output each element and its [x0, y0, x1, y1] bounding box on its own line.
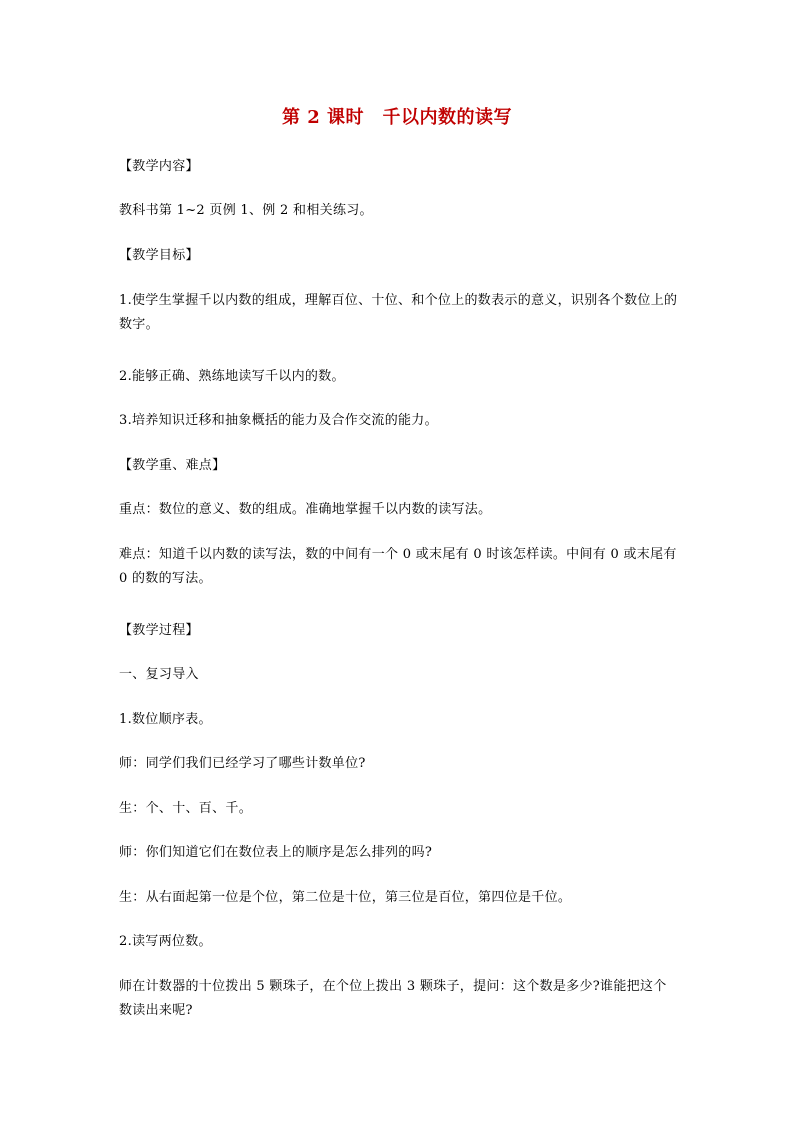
goal-item-2: 2.能够正确、熟练地读写千以内的数。 — [119, 369, 345, 384]
difficult-point-text: 难点：知道千以内数的读写法，数的中间有一个 0 或末尾有 0 时该怎样读。中间有 0 或末尾有 0 的数的写法。 — [119, 547, 677, 586]
step-place-value-table: 1.数位顺序表。 — [119, 712, 212, 727]
step-review-intro: 一、复习导入 — [119, 667, 199, 682]
teaching-process-heading: 【教学过程】 — [119, 623, 199, 638]
dialog-student-1: 生：个、十、百、千。 — [119, 801, 253, 816]
dialog-teacher-2: 师：你们知道它们在数位表上的顺序是怎么排列的吗? — [119, 845, 433, 860]
dialog-teacher-1: 师：同学们我们已经学习了哪些计数单位? — [119, 756, 366, 771]
key-points-heading: 【教学重、难点】 — [119, 458, 226, 473]
teaching-content-text: 教科书第 1~2 页例 1、例 2 和相关练习。 — [119, 203, 373, 218]
step-two-digit-numbers: 2.读写两位数。 — [119, 934, 212, 949]
lesson-title: 第 2 课时 千以内数的读写 — [281, 107, 513, 128]
key-point-text: 重点：数位的意义、数的组成。准确地掌握千以内数的读写法。 — [119, 502, 492, 517]
teaching-content-heading: 【教学内容】 — [119, 159, 199, 174]
goal-item-1: 1.使学生掌握千以内数的组成，理解百位、十位、和个位上的数表示的意义，识别各个数位上的数字。 — [119, 293, 678, 332]
dialog-student-2: 生：从右面起第一位是个位，第二位是十位，第三位是百位，第四位是千位。 — [119, 890, 572, 905]
goal-item-3: 3.培养知识迁移和抽象概括的能力及合作交流的能力。 — [119, 413, 438, 428]
dialog-teacher-3: 师在计数器的十位拨出 5 颗珠子，在个位上拨出 3 颗珠子，提问：这个数是多少?谁能把这个数读出来呢? — [119, 979, 667, 1018]
teaching-goals-heading: 【教学目标】 — [119, 248, 199, 263]
